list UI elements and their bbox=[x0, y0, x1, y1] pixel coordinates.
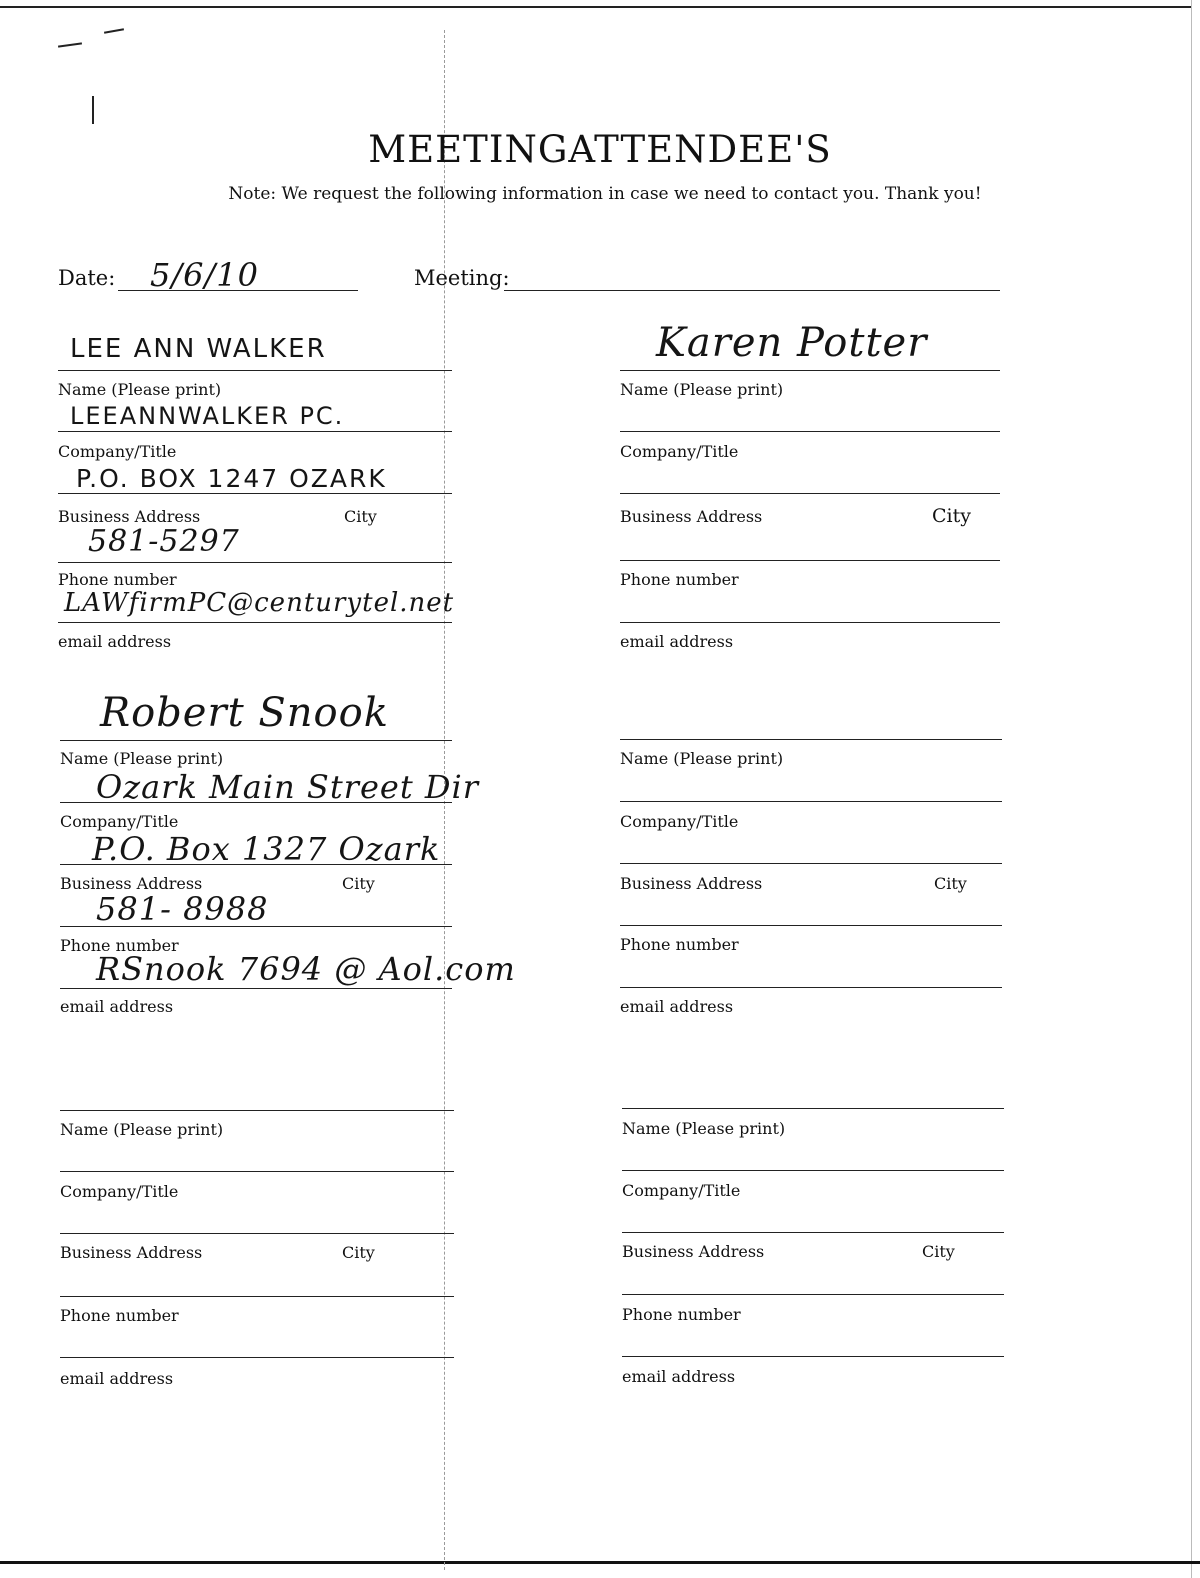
address-label: Business Address bbox=[620, 507, 763, 526]
phone-label: Phone number bbox=[620, 570, 739, 589]
address-field-line[interactable] bbox=[620, 863, 1002, 864]
email-field-line[interactable] bbox=[620, 622, 1000, 623]
name-field-line[interactable] bbox=[622, 1108, 1004, 1109]
city-label: City bbox=[342, 874, 375, 893]
email-field-line[interactable] bbox=[60, 1357, 454, 1358]
address-label: Business Address bbox=[620, 874, 763, 893]
phone-field-line[interactable] bbox=[622, 1294, 1004, 1295]
address-field-line[interactable] bbox=[622, 1232, 1004, 1233]
phone-label: Phone number bbox=[622, 1305, 741, 1324]
phone-label: Phone number bbox=[60, 936, 179, 955]
phone-field-line[interactable] bbox=[60, 926, 452, 927]
company-field-line[interactable] bbox=[620, 801, 1002, 802]
date-value: 5/6/10 bbox=[150, 256, 259, 294]
form-note: Note: We request the following information in case we need to contact you. Thank you! bbox=[228, 184, 982, 204]
company-label: Company/Title bbox=[58, 442, 177, 461]
phone-value: 581- 8988 bbox=[96, 890, 269, 928]
scan-mark bbox=[58, 42, 82, 47]
company-field-line[interactable] bbox=[58, 431, 452, 432]
company-field-line[interactable] bbox=[622, 1170, 1004, 1171]
phone-field-line[interactable] bbox=[620, 925, 1002, 926]
email-value: LAWfirmPC@centurytel.net bbox=[64, 588, 455, 618]
phone-label: Phone number bbox=[60, 1306, 179, 1325]
page-top-edge bbox=[0, 6, 1192, 8]
phone-label: Phone number bbox=[58, 570, 177, 589]
name-label: Name (Please print) bbox=[58, 380, 222, 399]
address-field-line[interactable] bbox=[60, 864, 452, 865]
email-label: email address bbox=[622, 1367, 736, 1386]
city-label: City bbox=[934, 874, 967, 893]
city-label: City bbox=[342, 1243, 375, 1262]
address-field-line[interactable] bbox=[60, 1233, 454, 1234]
city-label: City bbox=[932, 505, 971, 527]
meeting-label: Meeting: bbox=[414, 266, 510, 290]
name-label: Name (Please print) bbox=[60, 749, 224, 768]
name-field-line[interactable] bbox=[620, 739, 1002, 740]
phone-field-line[interactable] bbox=[620, 560, 1000, 561]
city-label: City bbox=[344, 507, 377, 526]
company-label: Company/Title bbox=[620, 812, 739, 831]
name-field-line[interactable] bbox=[60, 1110, 454, 1111]
address-field-line[interactable] bbox=[620, 493, 1000, 494]
address-label: Business Address bbox=[58, 507, 201, 526]
email-field-line[interactable] bbox=[58, 622, 452, 623]
company-field-line[interactable] bbox=[620, 431, 1000, 432]
address-label: Business Address bbox=[60, 874, 203, 893]
name-field-line[interactable] bbox=[620, 370, 1000, 371]
company-field-line[interactable] bbox=[60, 802, 452, 803]
page-bottom-edge bbox=[0, 1561, 1200, 1564]
phone-value: 581-5297 bbox=[88, 524, 240, 559]
name-label: Name (Please print) bbox=[620, 380, 784, 399]
name-label: Name (Please print) bbox=[620, 749, 784, 768]
email-field-line[interactable] bbox=[60, 988, 452, 989]
address-value: P.O. BOX 1247 OZARK bbox=[76, 464, 387, 493]
name-field-line[interactable] bbox=[60, 740, 452, 741]
email-label: email address bbox=[620, 997, 734, 1016]
company-label: Company/Title bbox=[60, 812, 179, 831]
company-value: LEEANNWALKER PC. bbox=[70, 402, 345, 430]
company-label: Company/Title bbox=[60, 1182, 179, 1201]
name-value: Robert Snook bbox=[100, 690, 389, 736]
email-field-line[interactable] bbox=[622, 1356, 1004, 1357]
name-field-line[interactable] bbox=[58, 370, 452, 371]
phone-field-line[interactable] bbox=[60, 1296, 454, 1297]
email-field-line[interactable] bbox=[620, 987, 1002, 988]
email-label: email address bbox=[58, 632, 172, 651]
page-title: MEETINGATTENDEE'S bbox=[368, 128, 832, 171]
email-label: email address bbox=[60, 997, 174, 1016]
name-label: Name (Please print) bbox=[60, 1120, 224, 1139]
email-label: email address bbox=[620, 632, 734, 651]
date-label: Date: bbox=[58, 266, 116, 290]
name-value: Karen Potter bbox=[656, 320, 928, 366]
address-label: Business Address bbox=[622, 1242, 765, 1261]
scan-mark bbox=[104, 28, 124, 33]
company-label: Company/Title bbox=[620, 442, 739, 461]
email-label: email address bbox=[60, 1369, 174, 1388]
company-field-line[interactable] bbox=[60, 1171, 454, 1172]
address-label: Business Address bbox=[60, 1243, 203, 1262]
phone-field-line[interactable] bbox=[58, 562, 452, 563]
name-value: LEE ANN WALKER bbox=[70, 334, 327, 364]
city-label: City bbox=[922, 1242, 955, 1261]
page-right-edge bbox=[1191, 0, 1192, 1578]
address-value: P.O. Box 1327 Ozark bbox=[92, 830, 441, 868]
email-value: RSnook 7694 @ Aol.com bbox=[96, 950, 516, 988]
scan-mark bbox=[92, 96, 94, 124]
company-label: Company/Title bbox=[622, 1181, 741, 1200]
meeting-field-line[interactable] bbox=[504, 290, 1000, 291]
name-label: Name (Please print) bbox=[622, 1119, 786, 1138]
address-field-line[interactable] bbox=[58, 493, 452, 494]
company-value: Ozark Main Street Dir bbox=[96, 768, 480, 806]
phone-label: Phone number bbox=[620, 935, 739, 954]
